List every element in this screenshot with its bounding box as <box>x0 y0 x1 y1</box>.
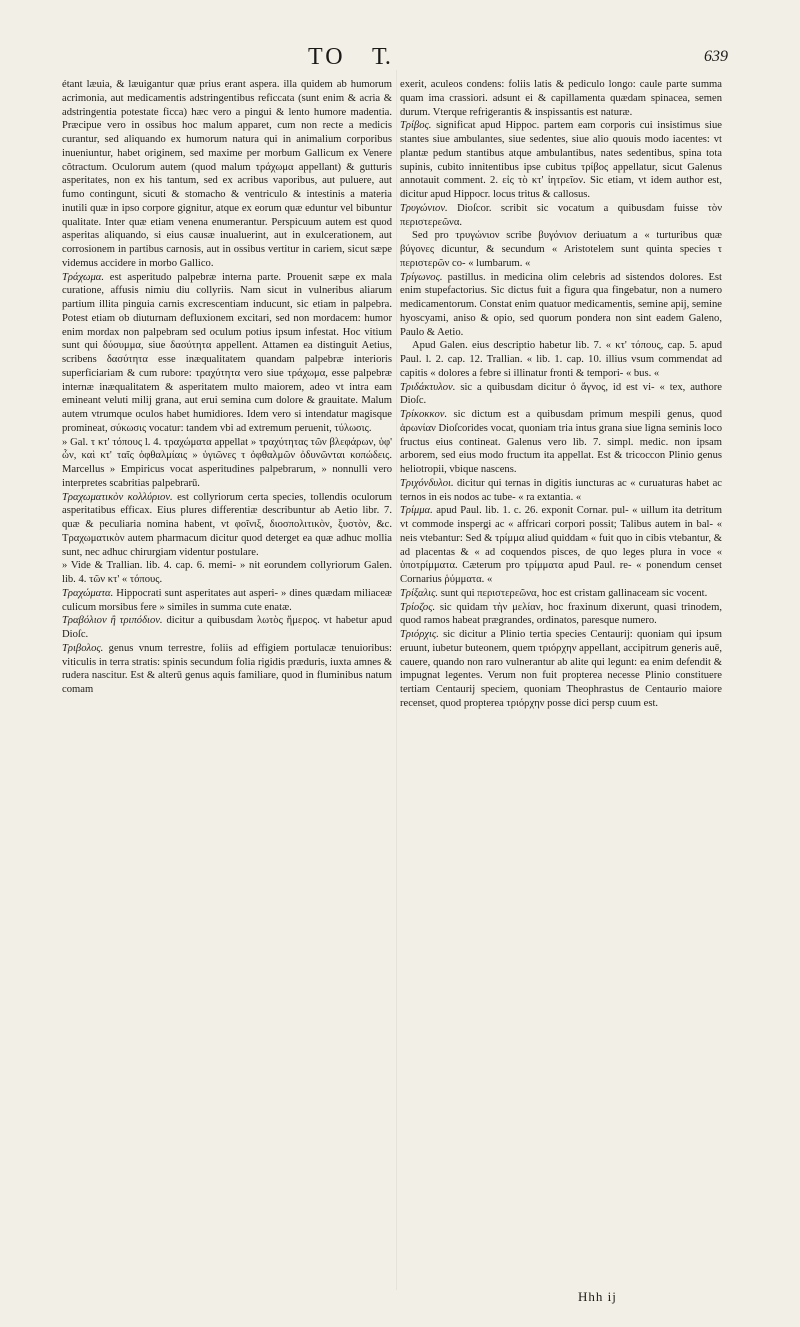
entry-text: sic dicitur a Plinio tertia species Centaurij: quoniam qui ipsum eruunt, iubetur buteonem, quem τριόρχην appellant, accipitrum generis auē, cauere, quando non raro vulnerantur ab alite qui legunt: ea enim defendit & impugnat legentes. Verum non fuit propterea necesse Plinio constituere tertiam Centaurij speciem, quoniam Theophrastus de Centaurio maiore recenset, quod propterea τριόρχην posse dici persp cuum est. <box>400 629 722 709</box>
lexicon-entry <box>62 587 392 615</box>
entry-text: sic quidam τὴν μελίαν, hoc fraxinum dixerunt, quasi trinodem, quod ramos habeat prægrandes, ordinatos, paresque numero. <box>400 601 722 627</box>
paragraph: Sed pro τρυγώνιον scribe βυγόνιον deriuatum a « turturibus quæ βύγονες dicuntur, & secundum « Aristotelem sunt quinta species τ περιστερῶν co- « lumbarum. « <box>400 230 722 269</box>
entry-headword: Τραχώματα. <box>62 587 114 599</box>
paragraph: exerit, aculeos condens: foliis latis & pediculo longo: caule parte summa quam ima crassiori. adsunt ei & capillamenta quædam spinacea, semen durum. Vterque refrigerantis & inspissantis est naturæ. <box>400 79 722 118</box>
entry-text: sic dictum est a quibusdam primum mespili genus, quod ἀρωνίαν Dioſcorides vocat, quoniam tria intus grana siue ligna seminis loco fructus eius contineat. Galenus vero lib. 7. simpl. medic. non ipsam arborem, sed eius modo fructum ita appellat. Est & tricoccon Plinio genus heliotropii, vbique nascens. <box>400 409 722 475</box>
lexicon-entry <box>400 408 722 477</box>
entry-headword: Τριχόνδυλοι. <box>400 477 454 489</box>
lexicon-entry <box>400 271 722 340</box>
lexicon-entry <box>400 504 722 587</box>
lexicon-entry <box>400 628 722 711</box>
right-column <box>400 78 722 711</box>
entry-headword: Τρίγωνος. <box>400 271 443 283</box>
entry-headword: Τρίκοκκον. <box>400 409 448 420</box>
entry-headword: Τράχωμα. <box>62 271 104 283</box>
gutter-shadow <box>396 70 397 1290</box>
lexicon-entry <box>62 614 392 642</box>
lexicon-entry <box>62 491 392 560</box>
entry-headword: Τρίμμα. <box>400 505 433 517</box>
lexicon-entry <box>400 477 722 505</box>
lexicon-entry <box>62 271 392 436</box>
entry-headword: Τρίοζος. <box>400 601 436 613</box>
lexicon-entry <box>62 642 392 697</box>
entry-headword: Τρίβος. <box>400 120 432 132</box>
entry-text: sunt qui περιστερεῶνα, hoc est cristam gallinaceam sic vocent. <box>438 587 708 599</box>
entry-text: dicitur qui ternas in digitis iuncturas ac « curuaturas habet ac ternos in eis nodos ac tube- « ra extantia. « <box>400 477 722 503</box>
entry-text: significat apud Hippoc. partem eam corporis cui insistimus siue stantes siue ambulantes, siue sedentes, siue alio quouis modo iacentes: vt plantæ pedum stantibus atque ambulantibus, nates sedentibus, spina tota supinis, cubito innitentibus ipse cubitus τρίβος appellatur, sicut Galenus annotauit comment. 2. εἰς τὸ κτ' ἰητρεῖον. Sic etiam, vt idem author est, dicitur apud Hippocr. locus tritus & callosus. <box>400 120 722 200</box>
signature-mark: Hhh ij <box>578 1289 617 1304</box>
entry-headword: Τριβολος. <box>62 642 104 654</box>
entry-text: dicitur a quibusdam λωτὸς ἥμερος. vt habetur apud Dioſc. <box>62 615 392 640</box>
entry-headword: Τραχωματικὸν κολλύριον. <box>62 491 173 503</box>
entry-headword: Τριδάκτυλον. <box>400 381 456 393</box>
lexicon-entry <box>400 381 722 409</box>
paragraph: » Gal. τ κτ' τόπους l. 4. τραχώματα appellat » τραχύτητας τῶν βλεφάρων, ὑφ' ὧν, καὶ κτ' ταῖς ὀφθαλμίαις » ὑγιῶνες τ ὀφθαλμῶν ὀδυνῶνται κοπώδεις. Marcellus » Empiricus vocat asperitudines palpebrarum, » nonnulli vero interpretes scabritias palpebrarū. <box>62 436 392 489</box>
page-number: 639 <box>704 48 728 65</box>
entry-text: est collyriorum certa species, tollendis oculorum asperitatibus efficax. Eius plures differentiæ describuntur ab Aetio libr. 7. quæ & peculiaria nomina habent, vt φοῖνιξ, διοσπολιτικὸν, ξυστὸν, &c. Τραχωματικὸν autem pharmacum dicitur quod deterget ea quæ adhuc mollia sunt, nec adhuc chirurgiam videntur postulare. <box>62 491 392 558</box>
entry-text: sic a quibusdam dicitur ὁ ἄγνος, id est vi- « tex, authore Dioſc. <box>400 381 722 407</box>
entry-headword: Τραβόλιον ἢ τριπόδιον. <box>62 615 163 627</box>
lexicon-entry <box>400 119 722 202</box>
entry-text: est asperitudo palpebræ interna parte. Prouenit sæpe ex mala curatione, affusis nimiu diu collyriis. Nam sicut in vulneribus aliarum partium illita pinguia carnis excrescentiam inducunt, sic etiam in palpebra. Potest etiam ob diuturnam defluxionem excitari, sed non mordacem: humor enim mordax non palpebram sed oculum potius ipsum infestat. Hoc vitium sunt qui δύσυμμα, siue δασύτητα appellent. Attamen ea distinguit Aetius, scribens δασύτητα esse inæqualitatem quandam palpebræ interioris superficiariam & cum rubore: τραχύτητα vero siue τράχωμα, esse palpebræ internæ inæqualitatem & asperitatem multo maiorem, adeo vt intra eam emineant veluti milij grana, aut erui semina cum dolore & grauitate. Malum autem vtrumque oculos habet humidiores. Idem vero si intendatur magisque promineat, σύκωσις vocatur: tandem vbi ad extremum peruenit, τύλωσις. <box>62 271 392 434</box>
running-header <box>0 44 800 74</box>
entry-text: Dioſcor. scribit sic vocatum a quibusdam fuisse τὸν περιστερεῶνα. <box>400 202 722 228</box>
paragraph: Apud Galen. eius descriptio habetur lib. 7. « κτ' τόπους, cap. 5. apud Paul. l. 2. cap. 12. Trallian. « lib. 1. cap. 10. illius vsum commendat ad capitis « dolores a febre si illinatur fronti & tempori- « bus. « <box>400 340 722 379</box>
header-right: T. <box>372 44 391 70</box>
entry-text: Hippocrati sunt asperitates aut asperi- » dines quædam miliaceæ culicum morsibus fere » similes in summa cute enatæ. <box>62 587 392 613</box>
left-column <box>62 78 392 697</box>
entry-headword: Τριόρχις. <box>400 629 439 640</box>
lexicon-entry <box>400 601 722 629</box>
entry-text: pastillus. in medicina olim celebris ad sistendos dolores. Est enim stupefactorius. Sic dictus fuit a figura qua fingebatur, non a numero medicamentorum. Constat enim quatuor medicamentis, semine apij, semine hyoscyami, aniso & opio, sed quorum pondera non sint eadem Galeno, Paulo & Aetio. <box>400 271 722 338</box>
entry-headword: Τρίξαλις. <box>400 587 439 599</box>
lexicon-entry <box>400 587 722 601</box>
entry-headword: Τρυγώνιον. <box>400 202 448 214</box>
entry-text: genus vnum terrestre, foliis ad effigiem portulacæ tenuioribus: viticulis in terra stratis: spinis secundum folia rigidis præduris, iuxta amnes & rudera nascitur. Est & alterū genus aquis familiare, quod in fluminibus natum comam <box>62 642 392 695</box>
header-left: TO <box>308 44 346 70</box>
entry-text: apud Paul. lib. 1. c. 26. exponit Cornar. pul- « uillum ita detritum vt commode inspergi ac « affricari corpori possit; Talibus autem in bal- « neis vtebantur: Sed & τρίμμα aliud quiddam « fuit quo in cibis vtebantur, & ad placentas & « ad coquendos pisces, de quo leges plura in voce « ὑποτρίμματα. Cæterum pro τρίμματα apud Paul. re- « ponendum censet Cornarius ῥύμματα. « <box>400 505 722 585</box>
lexicon-entry <box>400 202 722 230</box>
paragraph: étant læuia, & læuigantur quæ prius erant aspera. illa quidem ab humorum acrimonia, aut medicamentis adstringentibus reficcata (sunt enim & acria & adstringentia potestate ficca) hæc vero a pingui & lento humore madentia. Præcipue vero in ossibus hoc malum apparet, cum non recte a medicis curantur, sed aliquando ex humorum natura qui in animalium corporibus inueniuntur, habet originem, sed maxime per morbum Gallicum ex Venere cõtractum. Oculorum autem (quod malum τράχωμα appellant) & gutturis asperitates, non ex his tantum, sed ex acribus vaporibus, aut puluere, aut fumo contingunt, sicuti & stomacho & ventriculo & intestinis a materia inutili quæ in ipso corpore gignitur, atque ex eorum quæ eduntur vel bibuntur qualitate. Inter quæ etiam venena enumerantur. Perspicuum autem est quod asperitas aliquando, si eius causæ inualuerint, aut in exulcerationem, aut corrosionem in partibus carnosis, aut in ossibus vertitur in cariem, sicut sæpe videmus accidere in morbo Gallico. <box>62 79 392 269</box>
paragraph: » Vide & Trallian. lib. 4. cap. 6. memi- » nit eorundem collyriorum Galen. lib. 4. τῶν κτ' « τόπους. <box>62 560 392 585</box>
